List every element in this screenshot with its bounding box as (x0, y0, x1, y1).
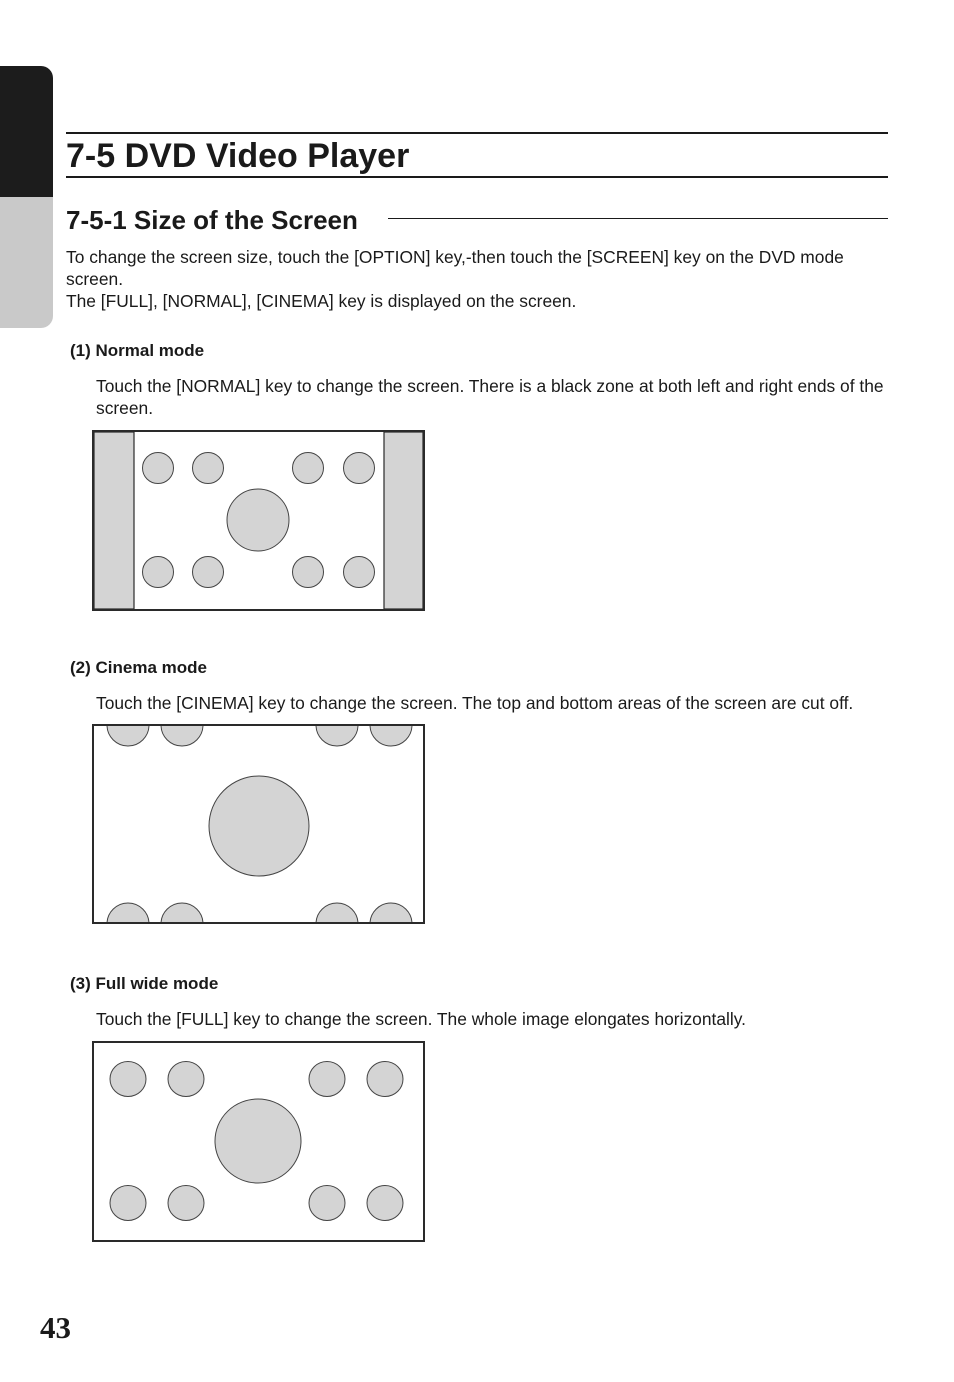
circle (193, 557, 224, 588)
cinema-mode-text: Touch the [CINEMA] key to change the screen. The top and bottom areas of the screen are cut off. (96, 693, 854, 713)
cinema-mode-heading: (2) Cinema mode (70, 658, 207, 677)
circle (143, 557, 174, 588)
chapter-title: 7-5 DVD Video Player (66, 137, 410, 175)
normal-mode-heading: (1) Normal mode (70, 341, 205, 360)
full-mode-diagram (92, 1041, 425, 1242)
circle (209, 776, 309, 876)
circle (344, 453, 375, 484)
circle (193, 453, 224, 484)
chapter-tab-light (0, 197, 53, 328)
left-black-zone (94, 432, 134, 609)
circle (215, 1099, 301, 1183)
page-number: 43 (40, 1310, 71, 1345)
section-rule (388, 218, 888, 219)
circle (168, 1186, 204, 1221)
circle (367, 1186, 403, 1221)
circle (168, 1062, 204, 1097)
intro-text (66, 246, 886, 312)
circle (316, 903, 358, 922)
full-mode-heading: (3) Full wide mode (70, 974, 219, 993)
circle (293, 557, 324, 588)
right-black-zone (384, 432, 423, 609)
circle (309, 1186, 345, 1221)
cinema-mode-diagram (92, 724, 425, 924)
circle (161, 903, 203, 922)
title-rule-bottom (66, 176, 888, 178)
circle (309, 1062, 345, 1097)
full-mode-text: Touch the [FULL] key to change the screen. The whole image elongates horizontally. (96, 1009, 746, 1029)
circle (161, 726, 203, 746)
circle (293, 453, 324, 484)
normal-mode-text: Touch the [NORMAL] key to change the screen. There is a black zone at both left and right ends of the screen. (96, 376, 884, 418)
circle (316, 726, 358, 746)
circle (367, 1062, 403, 1097)
intro-line-2: The [FULL], [NORMAL], [CINEMA] key is displayed on the screen. (66, 291, 577, 311)
circle (344, 557, 375, 588)
circle (107, 903, 149, 922)
circle (370, 726, 412, 746)
circle (143, 453, 174, 484)
circle (107, 726, 149, 746)
intro-line-1: To change the screen size, touch the [OPTION] key,-then touch the [SCREEN] key on the DVD mode screen. (66, 247, 844, 289)
circle (110, 1186, 146, 1221)
circle (227, 489, 289, 551)
circle (370, 903, 412, 922)
section-title: 7-5-1 Size of the Screen (66, 205, 358, 235)
title-rule-top (66, 132, 888, 134)
circle (110, 1062, 146, 1097)
normal-mode-diagram (92, 430, 425, 611)
chapter-tab-dark (0, 66, 53, 197)
